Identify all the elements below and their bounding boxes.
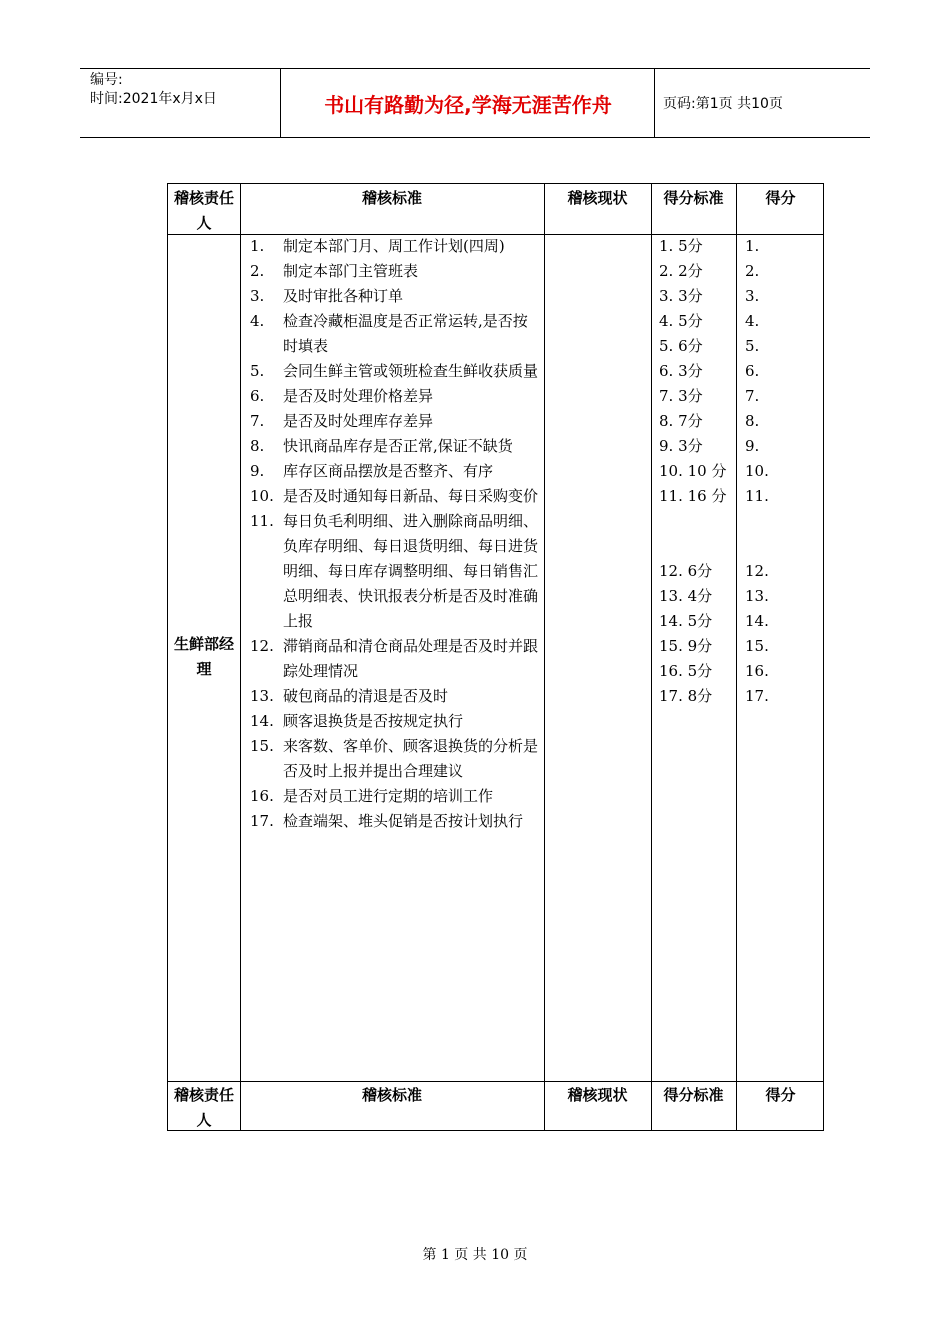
standard-item xyxy=(250,459,540,484)
score-item: 1. xyxy=(745,237,760,255)
col-header-responsible: 稽核责任人 xyxy=(173,1086,234,1129)
col-divider xyxy=(736,184,737,1130)
standard-text: 是否及时处理库存差异 xyxy=(283,412,434,430)
score-item: 13. xyxy=(745,587,769,605)
col-header-standard: 稽核标准 xyxy=(361,1086,422,1104)
standard-item xyxy=(250,484,540,509)
points-item: 5. 6分 xyxy=(659,337,703,355)
standard-item xyxy=(250,359,540,384)
col-header-status: 稽核现状 xyxy=(567,1086,628,1104)
points-item: 3. 3分 xyxy=(659,287,703,305)
standard-text: 会同生鲜主管或领班检查生鲜收获质量 xyxy=(283,362,539,380)
points-item: 10. 10 分 xyxy=(659,462,727,480)
standard-text: 滞销商品和清仓商品处理是否及时并跟踪处理情况 xyxy=(283,637,539,680)
score-list xyxy=(745,234,805,709)
standard-item xyxy=(250,684,540,709)
points-item: 9. 3分 xyxy=(659,437,703,455)
spacer xyxy=(659,509,729,534)
score-item: 6. xyxy=(745,362,760,380)
date-label: 时间:2021年x月x日 xyxy=(90,91,217,107)
standard-number: 11. xyxy=(250,512,274,530)
col-header-status: 稽核现状 xyxy=(567,189,628,207)
score-item: 2. xyxy=(745,262,760,280)
standard-number: 12. xyxy=(250,637,274,655)
standard-item xyxy=(250,234,540,259)
points-item: 4. 5分 xyxy=(659,312,703,330)
standard-item xyxy=(250,309,540,359)
score-item: 5. xyxy=(745,337,760,355)
header-meta xyxy=(80,69,281,137)
standard-item xyxy=(250,384,540,409)
points-item: 14. 5分 xyxy=(659,612,713,630)
standard-number: 3. xyxy=(250,287,265,305)
standard-text: 检查端架、堆头促销是否按计划执行 xyxy=(283,812,524,830)
points-item: 16. 5分 xyxy=(659,662,713,680)
points-item: 11. 16 分 xyxy=(659,487,727,505)
col-header-points: 得分标准 xyxy=(663,1086,724,1104)
header-page-info: 页码:第1页 共10页 xyxy=(663,96,783,112)
standard-text: 制定本部门主管班表 xyxy=(283,262,419,280)
responsible-person: 生鲜部经理 xyxy=(173,635,234,678)
col-header-responsible: 稽核责任人 xyxy=(173,189,234,232)
col-header-points: 得分标准 xyxy=(663,189,724,207)
points-item: 2. 2分 xyxy=(659,262,703,280)
score-item: 3. xyxy=(745,287,760,305)
standard-number: 9. xyxy=(250,462,265,480)
standard-item xyxy=(250,409,540,434)
standard-text: 顾客退换货是否按规定执行 xyxy=(283,712,464,730)
col-divider xyxy=(651,184,652,1130)
standard-number: 7. xyxy=(250,412,265,430)
spacer xyxy=(745,534,805,559)
points-item: 13. 4分 xyxy=(659,587,713,605)
score-item: 9. xyxy=(745,437,760,455)
spacer xyxy=(745,509,805,534)
page-header xyxy=(80,68,870,138)
score-item: 12. xyxy=(745,562,769,580)
score-item: 16. xyxy=(745,662,769,680)
points-item: 7. 3分 xyxy=(659,387,703,405)
standard-number: 2. xyxy=(250,262,265,280)
points-item: 17. 8分 xyxy=(659,687,713,705)
score-item: 4. xyxy=(745,312,760,330)
score-item: 14. xyxy=(745,612,769,630)
standard-text: 是否对员工进行定期的培训工作 xyxy=(283,787,494,805)
points-item: 6. 3分 xyxy=(659,362,703,380)
standard-text: 是否及时处理价格差异 xyxy=(283,387,434,405)
standard-item xyxy=(250,634,540,684)
standard-text: 是否及时通知每日新品、每日采购变价 xyxy=(283,487,539,505)
col-divider xyxy=(544,184,545,1130)
standard-number: 8. xyxy=(250,437,265,455)
standard-number: 17. xyxy=(250,812,274,830)
standard-number: 14. xyxy=(250,712,274,730)
col-header-score: 得分 xyxy=(765,1086,796,1104)
standard-text: 制定本部门月、周工作计划(四周) xyxy=(283,237,505,255)
score-item: 11. xyxy=(745,487,769,505)
standard-text: 及时审批各种订单 xyxy=(283,287,404,305)
standard-item xyxy=(250,709,540,734)
standard-number: 10. xyxy=(250,487,274,505)
standard-number: 4. xyxy=(250,312,265,330)
audit-table xyxy=(167,183,824,1131)
page-footer: 第 1 页 共 10 页 xyxy=(422,1247,528,1263)
col-header-standard: 稽核标准 xyxy=(361,189,422,207)
score-item: 10. xyxy=(745,462,769,480)
points-item: 15. 9分 xyxy=(659,637,713,655)
standard-item xyxy=(250,284,540,309)
standard-number: 5. xyxy=(250,362,265,380)
standard-text: 检查冷藏柜温度是否正常运转,是否按时填表 xyxy=(283,312,528,355)
standard-number: 6. xyxy=(250,387,265,405)
standard-text: 快讯商品库存是否正常,保证不缺货 xyxy=(283,437,513,455)
points-item: 1. 5分 xyxy=(659,237,703,255)
standard-text: 库存区商品摆放是否整齐、有序 xyxy=(283,462,494,480)
standard-item xyxy=(250,809,540,834)
header-motto: 书山有路勤为径,学海无涯苦作舟 xyxy=(282,69,655,137)
score-item: 15. xyxy=(745,637,769,655)
standard-text: 每日负毛利明细、进入删除商品明细、负库存明细、每日退货明细、每日进货明细、每日库存调整明细、每日销售汇总明细表、快讯报表分析是否及时准确上报 xyxy=(283,512,539,630)
score-item: 8. xyxy=(745,412,760,430)
standard-item xyxy=(250,734,540,784)
standard-item xyxy=(250,784,540,809)
score-item: 7. xyxy=(745,387,760,405)
points-list xyxy=(659,234,729,709)
standard-number: 16. xyxy=(250,787,274,805)
standard-number: 15. xyxy=(250,737,274,755)
points-item: 8. 7分 xyxy=(659,412,703,430)
standard-item xyxy=(250,434,540,459)
spacer xyxy=(659,534,729,559)
number-label: 编号: xyxy=(90,72,123,88)
col-divider xyxy=(240,184,241,1130)
standard-number: 13. xyxy=(250,687,274,705)
row-divider xyxy=(168,1081,823,1082)
score-item: 17. xyxy=(745,687,769,705)
points-item: 12. 6分 xyxy=(659,562,713,580)
standard-item xyxy=(250,509,540,634)
standard-text: 破包商品的清退是否及时 xyxy=(283,687,449,705)
standard-text: 来客数、客单价、顾客退换货的分析是否及时上报并提出合理建议 xyxy=(283,737,539,780)
standards-list xyxy=(250,234,540,834)
col-header-score: 得分 xyxy=(765,189,796,207)
standard-item xyxy=(250,259,540,284)
standard-number: 1. xyxy=(250,237,265,255)
